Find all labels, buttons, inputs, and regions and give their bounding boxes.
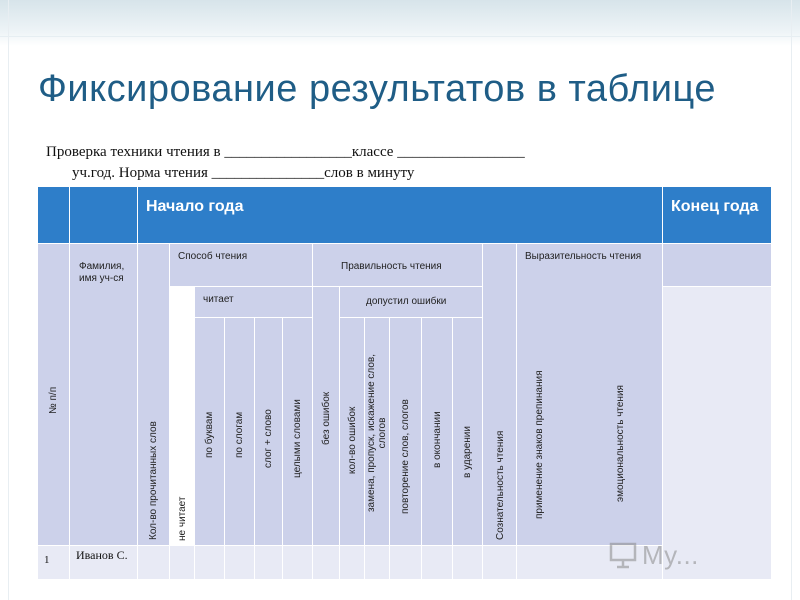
table-row-cell xyxy=(255,546,283,580)
col-made-errors-header xyxy=(340,287,483,318)
watermark-text: My... xyxy=(642,539,699,570)
col-words-header xyxy=(138,244,170,546)
table-row-cell xyxy=(483,546,517,580)
table-row-cell xyxy=(283,546,313,580)
row-num: 1 xyxy=(44,554,50,566)
presentation-board-icon xyxy=(608,540,638,570)
sub-repetition-label: повторение слов, слогов xyxy=(400,399,411,514)
col-conscious-label: Сознательность чтения xyxy=(495,430,506,540)
col-num-label: № п/п xyxy=(48,386,59,414)
header-end-year xyxy=(663,187,772,244)
sub-syllable-word-label: слог + слово xyxy=(263,409,274,468)
sub-stress xyxy=(453,318,483,546)
sub-whole-words xyxy=(283,318,313,546)
table-row-cell-num xyxy=(38,546,70,580)
header-blank-1 xyxy=(38,187,70,244)
table-row-cell xyxy=(313,546,340,580)
col-reading-label: читает xyxy=(203,294,234,305)
subtitle-line-1: Проверка техники чтения в _________________классе _________________ xyxy=(46,144,525,160)
sub-emotional-label: эмоциональность чтения xyxy=(615,385,626,502)
header-blank-2 xyxy=(70,187,138,244)
col-conscious-header xyxy=(483,244,517,546)
sub-whole-words-label: целыми словами xyxy=(292,399,303,478)
slide-right-rule xyxy=(791,0,792,600)
table-row-cell xyxy=(195,546,225,580)
sub-replacement-label: замена, пропуск, искажение слов, слогов xyxy=(366,353,388,513)
col-num-header xyxy=(38,244,70,546)
col-expressive-label: Выразительность чтения xyxy=(525,251,642,262)
col-made-errors-label: допустил ошибки xyxy=(366,296,447,307)
table-row-cell-name xyxy=(70,546,138,580)
results-table xyxy=(38,187,772,580)
sub-punctuation-label: применение знаков препинания xyxy=(534,370,545,519)
col-not-reading-header xyxy=(170,287,195,546)
sub-error-count-label: кол-во ошибок xyxy=(347,406,358,474)
slide-subtitle xyxy=(46,142,746,184)
subtitle-line-2: уч.год. Норма чтения _______________слов в минуту xyxy=(72,165,415,181)
table-row-cell xyxy=(453,546,483,580)
table-row-cell xyxy=(225,546,255,580)
sub-error-count xyxy=(340,318,365,546)
col-method-header xyxy=(170,244,313,287)
sub-syllable-word xyxy=(255,318,283,546)
col-correctness-label: Правильность чтения xyxy=(341,261,442,272)
col-no-errors-label: без ошибок xyxy=(321,391,332,445)
col-correctness-header xyxy=(313,244,483,287)
watermark xyxy=(608,538,768,572)
sub-stress-label: в ударении xyxy=(462,426,473,478)
col-end-body xyxy=(663,287,772,580)
sub-repetition xyxy=(390,318,422,546)
table-row-cell xyxy=(422,546,453,580)
slide-top-band xyxy=(0,0,800,46)
header-end-year-label: Конец года xyxy=(671,198,759,215)
sub-replacement xyxy=(365,318,390,546)
sub-endings xyxy=(422,318,453,546)
col-words-label: Кол-во прочитанных слов xyxy=(148,421,159,540)
col-no-errors-header xyxy=(313,287,340,546)
table-row-cell xyxy=(390,546,422,580)
table-row-cell xyxy=(170,546,195,580)
col-end-blank xyxy=(663,244,772,287)
row-name: Иванов С. xyxy=(76,548,128,562)
sub-by-letters-label: по буквам xyxy=(204,411,215,458)
col-name-label: Фамилия, имя уч-ся xyxy=(79,261,125,284)
slide-left-rule xyxy=(8,0,9,600)
col-name-header xyxy=(70,244,138,546)
header-start-year-label: Начало года xyxy=(146,198,244,215)
sub-by-syllables xyxy=(225,318,255,546)
sub-endings-label: в окончании xyxy=(432,411,443,468)
col-method-label: Способ чтения xyxy=(178,251,248,262)
table-row-cell xyxy=(340,546,365,580)
header-start-year xyxy=(138,187,663,244)
slide-title: Фиксирование результатов в таблице xyxy=(38,68,716,110)
col-reading-header xyxy=(195,287,313,318)
sub-by-letters xyxy=(195,318,225,546)
col-not-reading-label: не читает xyxy=(177,496,188,541)
table-row-cell xyxy=(138,546,170,580)
sub-by-syllables-label: по слогам xyxy=(234,411,245,458)
table-row-cell xyxy=(365,546,390,580)
